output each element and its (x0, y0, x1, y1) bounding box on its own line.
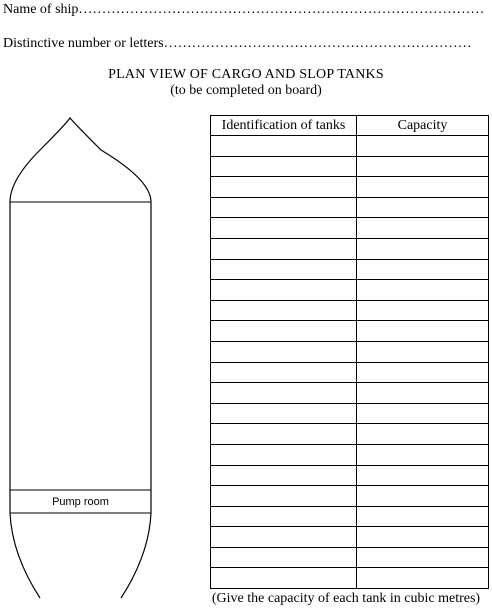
tank-identification-cell[interactable] (211, 280, 357, 301)
tank-capacity-cell[interactable] (357, 218, 489, 239)
tank-identification-cell[interactable] (211, 218, 357, 239)
tank-capacity-cell[interactable] (357, 300, 489, 321)
tank-identification-cell[interactable] (211, 177, 357, 198)
tank-identification-cell[interactable] (211, 383, 357, 404)
tank-identification-cell[interactable] (211, 486, 357, 507)
tank-identification-cell[interactable] (211, 238, 357, 259)
column-header-capacity: Capacity (357, 116, 489, 136)
tank-capacity-cell[interactable] (357, 527, 489, 548)
tank-capacity-cell[interactable] (357, 424, 489, 445)
table-header-row (211, 116, 489, 136)
table-row (211, 197, 489, 218)
page-subtitle: (to be completed on board) (170, 83, 322, 98)
tank-capacity-cell[interactable] (357, 403, 489, 424)
tank-identification-cell[interactable] (211, 403, 357, 424)
table-row (211, 300, 489, 321)
tank-capacity-cell[interactable] (357, 156, 489, 177)
table-row (211, 177, 489, 198)
ship-bow (10, 118, 151, 202)
tank-capacity-cell[interactable] (357, 465, 489, 486)
ship-outline-diagram (0, 110, 170, 600)
tank-identification-cell[interactable] (211, 259, 357, 280)
tank-capacity-cell[interactable] (357, 197, 489, 218)
table-row (211, 486, 489, 507)
tank-identification-cell[interactable] (211, 465, 357, 486)
tank-identification-cell[interactable] (211, 156, 357, 177)
tank-capacity-cell[interactable] (357, 486, 489, 507)
tank-identification-cell[interactable] (211, 362, 357, 383)
tank-identification-cell[interactable] (211, 527, 357, 548)
table-row (211, 465, 489, 486)
table-row (211, 238, 489, 259)
tank-identification-cell[interactable] (211, 341, 357, 362)
table-row (211, 444, 489, 465)
tank-capacity-cell[interactable] (357, 259, 489, 280)
table-row (211, 341, 489, 362)
table-row (211, 547, 489, 568)
tank-capacity-cell[interactable] (357, 238, 489, 259)
table-row (211, 156, 489, 177)
column-header-identification: Identification of tanks (211, 116, 357, 136)
table-row (211, 321, 489, 342)
table-row (211, 506, 489, 527)
tank-capacity-cell[interactable] (357, 341, 489, 362)
tank-identification-cell[interactable] (211, 506, 357, 527)
table-row (211, 403, 489, 424)
tank-capacity-cell[interactable] (357, 547, 489, 568)
tank-capacity-cell[interactable] (357, 383, 489, 404)
pump-room-label: Pump room (52, 496, 109, 508)
table-row (211, 383, 489, 404)
tank-identification-cell[interactable] (211, 568, 357, 589)
tank-capacity-cell[interactable] (357, 280, 489, 301)
table-row (211, 527, 489, 548)
tank-identification-cell[interactable] (211, 300, 357, 321)
tank-capacity-cell[interactable] (357, 136, 489, 157)
ship-stern (10, 513, 151, 598)
page-title: PLAN VIEW OF CARGO AND SLOP TANKS (108, 67, 384, 82)
capacity-footnote: (Give the capacity of each tank in cubic metres) (211, 591, 481, 606)
tank-capacity-cell[interactable] (357, 444, 489, 465)
tank-capacity-cell[interactable] (357, 568, 489, 589)
tank-identification-cell[interactable] (211, 197, 357, 218)
ship-name-field[interactable]: Name of ship…………………………………………………………………………… (3, 2, 485, 17)
table-row (211, 568, 489, 589)
tank-identification-cell[interactable] (211, 424, 357, 445)
distinctive-number-field[interactable]: Distinctive number or letters………………………………………………………… (3, 36, 472, 51)
tank-identification-cell[interactable] (211, 444, 357, 465)
tank-identification-cell[interactable] (211, 547, 357, 568)
table-row (211, 280, 489, 301)
table-row (211, 362, 489, 383)
tank-capacity-table (210, 115, 489, 589)
table-row (211, 136, 489, 157)
tank-capacity-cell[interactable] (357, 506, 489, 527)
tank-capacity-cell[interactable] (357, 177, 489, 198)
table-row (211, 424, 489, 445)
tank-identification-cell[interactable] (211, 321, 357, 342)
table-row (211, 259, 489, 280)
tank-capacity-cell[interactable] (357, 362, 489, 383)
tank-identification-cell[interactable] (211, 136, 357, 157)
table-row (211, 218, 489, 239)
tank-capacity-cell[interactable] (357, 321, 489, 342)
